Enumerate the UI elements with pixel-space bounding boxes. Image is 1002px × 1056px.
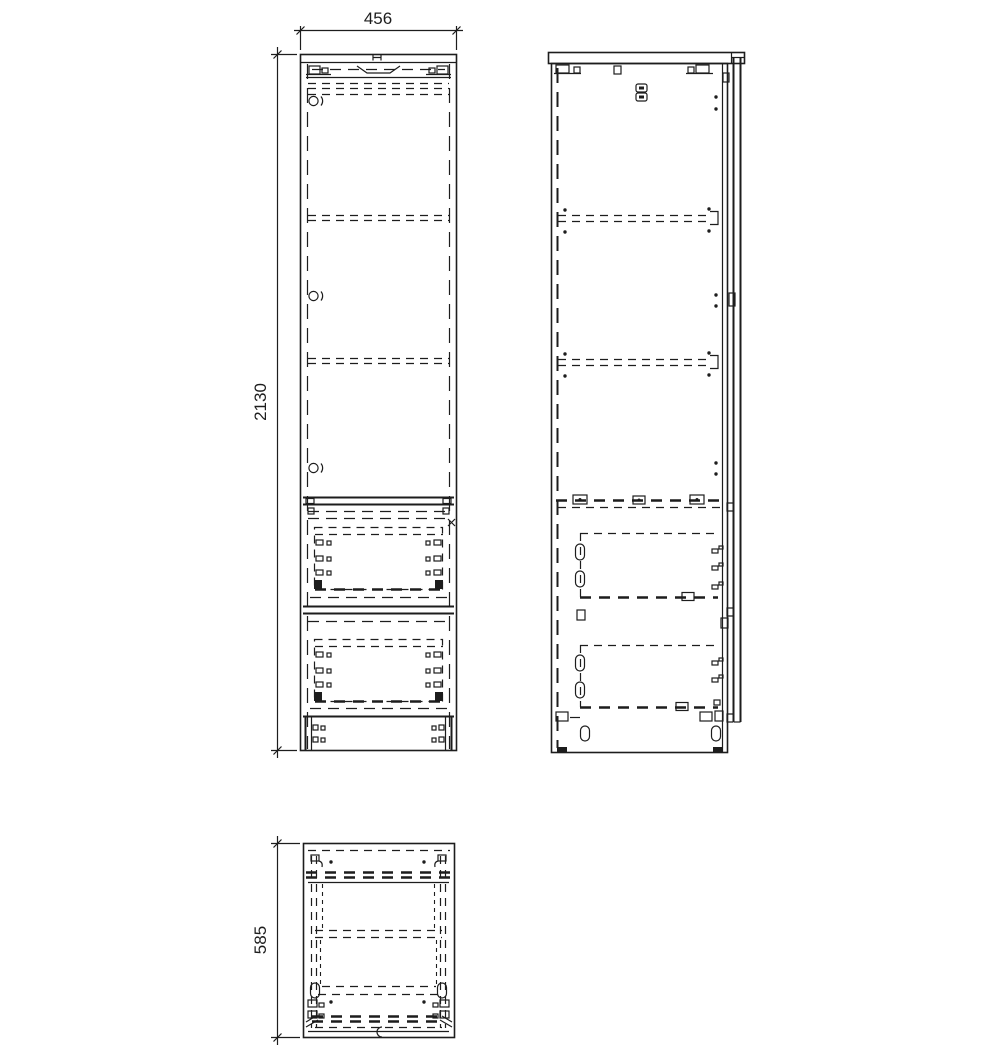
- shelf-dashed-line: [308, 216, 449, 221]
- cam-lock-hardware-left: [306, 66, 331, 75]
- side-outline: [552, 64, 728, 753]
- hinge-icon: [636, 84, 647, 101]
- foot: [713, 747, 723, 753]
- mid-shelf-dashes: [315, 931, 442, 938]
- base-hardware-left: [313, 725, 325, 742]
- corner-hardware-bottom-left: [306, 1000, 324, 1027]
- hinge-icon: [309, 291, 323, 300]
- drawer-slide-left: [314, 540, 331, 589]
- cam-lock-hardware-right: [426, 66, 451, 75]
- drawer-slide-right: [426, 540, 443, 589]
- drawer-2-side: [576, 645, 724, 711]
- top-shelf-dashed-lines: [308, 84, 449, 95]
- back-edge-heavy-dashes: [306, 873, 451, 878]
- drawer-divider-band: [303, 607, 454, 614]
- dimension-depth-label: 585: [251, 925, 270, 955]
- side-view: [549, 53, 745, 754]
- drawer-slide-right: [426, 652, 443, 701]
- fixed-shelf-side: [556, 495, 722, 508]
- base-hardware-right: [432, 725, 444, 742]
- shelf-dashed-line: [558, 356, 718, 369]
- dimension-height: [251, 47, 297, 758]
- foot: [557, 747, 567, 753]
- slide-hardware-right: [712, 658, 723, 705]
- drawer-1-front: [308, 519, 449, 598]
- dimension-width: [294, 9, 463, 50]
- front-edge-heavy-dashes: [312, 1017, 445, 1022]
- corner-hardware-bottom-right: [433, 1000, 452, 1027]
- hinge-icon: [309, 463, 323, 472]
- dimension-depth: [251, 836, 300, 1045]
- base-plinth: [303, 717, 454, 751]
- fixed-shelf: [303, 498, 455, 527]
- front-view: [301, 55, 457, 751]
- shelf-pin-dots: [563, 95, 717, 475]
- slide-hardware-right: [712, 546, 723, 589]
- base-and-feet: [556, 711, 723, 753]
- door-front-strip: [727, 58, 741, 722]
- pin-dot: [422, 860, 425, 863]
- hinge-icon: [309, 96, 323, 105]
- top-panel: [549, 53, 745, 64]
- bracket-hardware: [614, 66, 621, 74]
- shelf-dashed-line: [308, 359, 449, 364]
- lower-dashes: [311, 983, 447, 998]
- pin-dot: [329, 860, 332, 863]
- drawer-2-front: [308, 622, 449, 709]
- top-edge-tab: [373, 55, 381, 61]
- shelf-dashed-line: [558, 212, 718, 225]
- drawer-1-side: [576, 533, 724, 601]
- cam-lock-hardware-right: [686, 65, 713, 74]
- dimension-width-label: 456: [363, 9, 393, 28]
- divider-bracket: [577, 610, 585, 620]
- pin-dot: [329, 1000, 332, 1003]
- pin-dot: [422, 1000, 425, 1003]
- drawer-slide-left: [314, 652, 331, 701]
- plan-view: [304, 844, 455, 1038]
- dimension-height-label: 2130: [251, 383, 270, 421]
